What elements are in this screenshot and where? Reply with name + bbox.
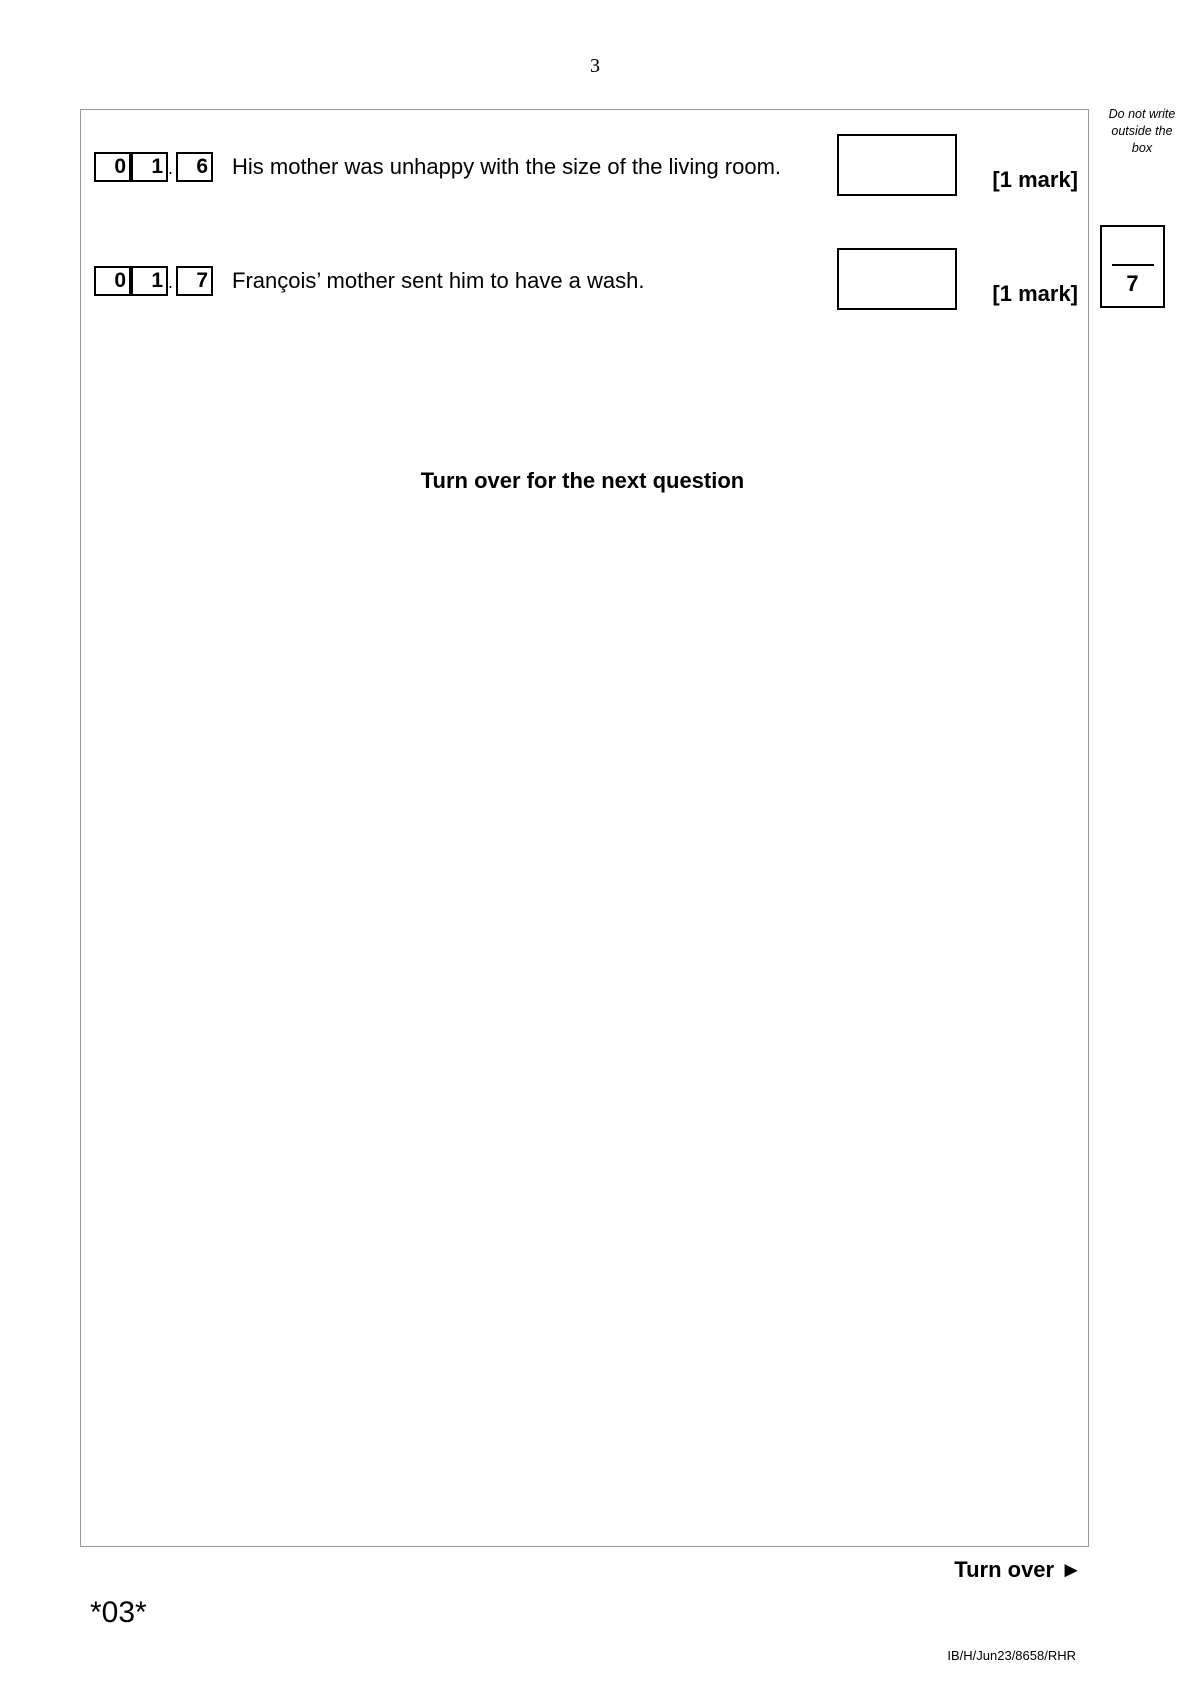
question-number-digit: 6	[176, 152, 213, 182]
page-code: *03*	[90, 1596, 147, 1629]
turn-over-label: Turn over ►	[954, 1557, 1082, 1582]
margin-note	[1097, 106, 1187, 157]
answer-box[interactable]	[837, 248, 957, 310]
question-number-digit: 7	[176, 266, 213, 296]
score-line	[1112, 264, 1154, 266]
answer-box[interactable]	[837, 134, 957, 196]
question-text: His mother was unhappy with the size of the living room.	[232, 154, 782, 179]
page-number: 3	[590, 55, 600, 77]
question-text: François’ mother sent him to have a wash.	[232, 268, 645, 293]
next-question-note: Turn over for the next question	[420, 468, 745, 493]
mark-label: [1 mark]	[992, 167, 1078, 192]
margin-note-line: Do not write	[1108, 107, 1176, 121]
reference-code: IB/H/Jun23/8658/RHR	[947, 1648, 1076, 1663]
question-01-7	[0, 266, 1190, 336]
question-number-separator: .	[168, 272, 174, 292]
margin-note-line: box	[1131, 141, 1153, 155]
question-number-digit: 1	[131, 266, 168, 296]
margin-note-line: outside the	[1111, 124, 1173, 138]
score-box	[1100, 225, 1165, 308]
question-number-digit: 1	[131, 152, 168, 182]
question-01-6	[0, 152, 1190, 222]
question-number-separator: .	[168, 158, 174, 178]
mark-label: [1 mark]	[992, 281, 1078, 306]
question-number-digit: 0	[94, 152, 131, 182]
question-number-digit: 0	[94, 266, 131, 296]
score-total: 7	[1126, 271, 1139, 296]
